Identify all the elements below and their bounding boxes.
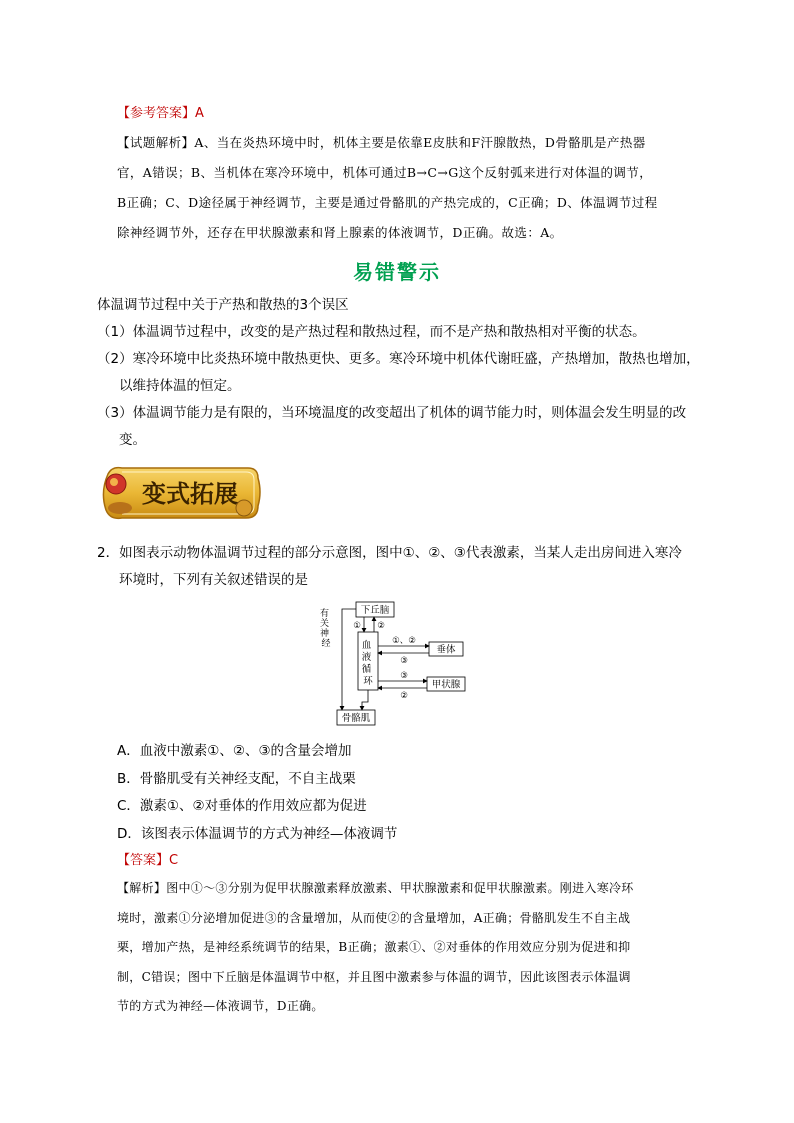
section-title: 易错警示 xyxy=(353,260,441,284)
option-b: B．骨骼肌受有关神经支配，不自主战栗 xyxy=(117,770,356,787)
blood-char-4: 环 xyxy=(363,676,373,687)
item-number: （2） xyxy=(97,351,133,367)
warning-item xyxy=(97,346,717,373)
item-text: 体温调节能力是有限的，当环境温度的改变超出了机体的调节能力时，则体温会发生明显的改 xyxy=(132,405,687,421)
item-text: 变。 xyxy=(119,432,146,448)
analysis-line: A、当在炎热环境中时，机体主要是依靠E皮肤和F汗腺散热，D骨骼肌是产热器 xyxy=(194,135,646,150)
nerve-char-2: 关 xyxy=(320,619,330,629)
analysis-label: 【试题解析】 xyxy=(117,135,195,150)
analysis-line: 境时，激素①分泌增加促进③的含量增加，从而使②的含量增加，A正确；骨骼肌发生不自主战 xyxy=(117,910,631,925)
thyroid-label: 甲状腺 xyxy=(431,679,461,691)
item-text: 体温调节过程中，改变的是产热过程和散热过程，而不是产热和散热相对平衡的状态。 xyxy=(132,324,646,340)
label-2: ② xyxy=(377,621,385,631)
answer-value: C xyxy=(169,853,179,868)
item-text: 寒冷环境中比炎热环境中散热更快、更多。寒冷环境中机体代谢旺盛，产热增加，散热也增加， xyxy=(132,351,700,367)
answer-line-1 xyxy=(117,102,204,121)
nerve-char-1: 有 xyxy=(320,609,330,619)
hypothalamus-label: 下丘脑 xyxy=(360,605,390,616)
question-number: 2． xyxy=(97,545,120,561)
regulation-diagram xyxy=(318,598,478,730)
analysis-label: 【解析】 xyxy=(117,881,167,895)
question-text: 环境时，下列有关叙述错误的是 xyxy=(119,572,308,588)
option-c: C．激素①、②对垂体的作用效应都为促进 xyxy=(117,798,367,814)
blood-label xyxy=(362,640,375,687)
banner-graphic xyxy=(98,462,264,524)
answer-line-2 xyxy=(117,849,178,868)
pituitary-label: 垂体 xyxy=(436,644,456,656)
answer-label: 【参考答案】 xyxy=(117,106,196,121)
warning-item xyxy=(97,319,717,346)
item-number: （3） xyxy=(97,405,133,421)
analysis-line: B正确；C、D途径属于神经调节，主要是通过骨骼肌的产热完成的，C正确；D、体温调节过程 xyxy=(117,195,658,210)
option-a: A．血液中激素①、②、③的含量会增加 xyxy=(117,743,352,759)
question-text: 如图表示动物体温调节过程的部分示意图，图中①、②、③代表激素，当某人走出房间进入寒冷 xyxy=(119,545,682,561)
options xyxy=(117,738,397,848)
analysis-line: 节的方式为神经—体液调节，D正确。 xyxy=(117,999,324,1013)
blood-char-1: 血 xyxy=(361,640,372,651)
muscle-label: 骨骼肌 xyxy=(341,713,371,724)
warning-block xyxy=(97,292,717,454)
nerve-label xyxy=(320,607,332,649)
label-3b: ③ xyxy=(400,671,408,681)
analysis-line: 官，A错误；B、当机体在寒冷环境中，机体可通过B→C→G这个反射弧来进行对体温的调节， xyxy=(117,165,653,180)
blood-char-2: 液 xyxy=(361,652,372,663)
answer-label: 【答案】 xyxy=(117,853,170,868)
banner-text: 变式拓展 xyxy=(142,480,238,508)
option-d: D．该图表示体温调节的方式为神经—体液调节 xyxy=(117,825,398,842)
analysis-line: 栗，增加产热，是神经系统调节的结果，B正确；激素①、②对垂体的作用效应分别为促进和抑 xyxy=(117,940,631,954)
label-3a: ③ xyxy=(400,656,408,666)
item-number: （1） xyxy=(97,324,133,340)
label-2b: ② xyxy=(400,691,408,701)
variant-banner xyxy=(98,462,264,524)
analysis-line: 制，C错误；图中下丘脑是体温调节中枢，并且图中激素参与体温的调节，因此该图表示体温调 xyxy=(117,969,631,984)
label-12: ①、② xyxy=(392,636,416,646)
label-1: ① xyxy=(353,621,361,631)
analysis-line: 图中①～③分别为促甲状腺激素释放激素、甲状腺激素和促甲状腺激素。刚进入寒冷环 xyxy=(166,881,634,895)
analysis-1 xyxy=(117,128,707,248)
blood-to-muscle-arrow xyxy=(362,690,368,710)
nerve-char-4: 经 xyxy=(321,639,331,649)
item-text: 以维持体温的恒定。 xyxy=(119,378,241,394)
warning-item xyxy=(97,400,717,427)
blood-char-3: 循 xyxy=(361,664,372,675)
analysis-line: 除神经调节外，还存在甲状腺激素和肾上腺素的体液调节，D正确。故选：A。 xyxy=(117,225,563,240)
nerve-char-3: 神 xyxy=(320,629,330,639)
answer-value: A xyxy=(195,106,204,121)
warning-intro: 体温调节过程中关于产热和散热的3个误区 xyxy=(97,297,349,313)
question-2 xyxy=(97,540,717,594)
analysis-2 xyxy=(117,874,707,1022)
